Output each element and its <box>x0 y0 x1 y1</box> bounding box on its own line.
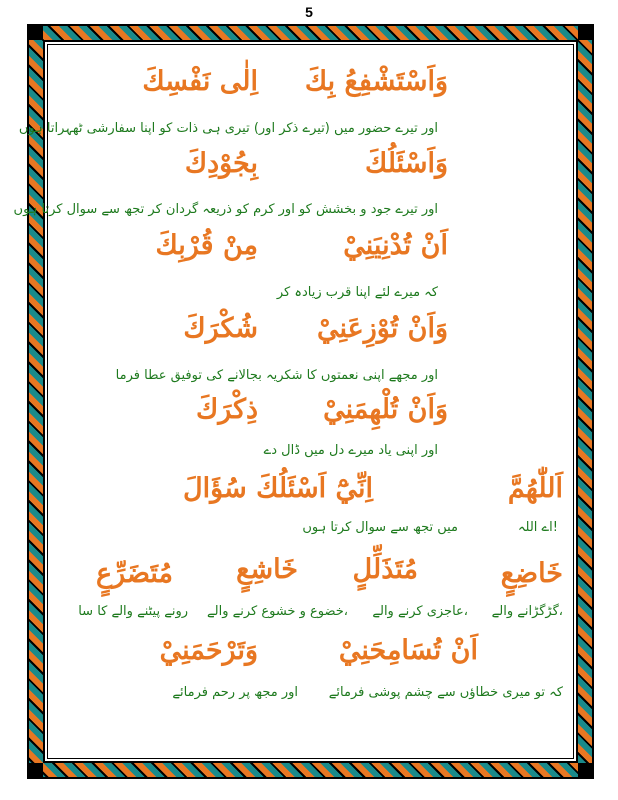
content-frame <box>47 44 574 759</box>
urdu-translation: عاجزی کرنے والے، <box>372 604 468 619</box>
border-corner <box>578 763 592 777</box>
arabic-phrase: اَنْ تُدْنِيَنِيْ <box>343 230 448 261</box>
urdu-translation: رونے پیٹنے والے کا سا <box>78 604 188 619</box>
arabic-phrase: ذِكْرَكَ <box>195 394 258 425</box>
arabic-phrase: بِجُوْدِكَ <box>184 148 258 179</box>
arabic-phrase: اَللّٰهُمَّ <box>507 473 563 504</box>
border-corner <box>578 26 592 40</box>
arabic-phrase: اَنْ تُسَامِحَنِيْ <box>338 635 478 666</box>
urdu-translation: اور تیرے جود و بخشش کو اور کرم کو ذریعہ گردان کر تجھ سے سوال کرتا ہوں <box>13 202 438 217</box>
arabic-phrase: مُتَذَلِّلٍ <box>352 554 418 585</box>
urdu-translation: اے اللہ! <box>517 520 558 535</box>
arabic-phrase: اِنِّيْٓ اَسْئَلُكَ سُؤَالَ <box>183 473 373 504</box>
arabic-phrase: خَاشِعٍ <box>236 554 298 585</box>
arabic-phrase: اِلٰى نَفْسِكَ <box>142 66 258 97</box>
arabic-phrase: خَاضِعٍ <box>500 558 563 589</box>
urdu-translation: اور اپنی یاد میرے دل میں ڈال دے <box>263 443 438 458</box>
page-number: 5 <box>305 4 313 20</box>
urdu-translation: کہ میرے لئے اپنا قرب زیادہ کر <box>276 285 438 300</box>
urdu-translation: اور مجھے اپنی نعمتوں کا شکریہ بجالانے کی توفیق عطا فرما <box>115 368 438 383</box>
arabic-phrase: مِنْ قُرْبِكَ <box>155 230 258 261</box>
urdu-translation: اور مجھ پر رحم فرمائے <box>172 685 298 700</box>
urdu-translation: اور تیرے حضور میں (تیرے ذکر اور) تیری ہی ذات کو اپنا سفارشی ٹھہراتا ہوں <box>18 121 438 136</box>
arabic-phrase: وَاَسْئَلُكَ <box>364 148 448 179</box>
arabic-phrase: شُكْرَكَ <box>183 313 258 344</box>
urdu-translation: کہ تو میری خطاؤں سے چشم پوشی فرمائے <box>328 685 563 700</box>
arabic-phrase: مُتَضَرِّعٍ <box>95 558 173 589</box>
urdu-translation: خضوع و خشوع کرنے والے، <box>207 604 348 619</box>
arabic-phrase: وَاَسْتَشْفِعُ بِكَ <box>304 66 448 97</box>
border-corner <box>29 763 43 777</box>
border-corner <box>29 26 43 40</box>
arabic-phrase: وَتَرْحَمَنِيْ <box>159 635 258 666</box>
arabic-phrase: وَاَنْ تُوْزِعَنِيْ <box>316 313 448 344</box>
arabic-phrase: وَاَنْ تُلْهِمَنِيْ <box>323 394 448 425</box>
urdu-translation: گڑگڑانے والے، <box>491 604 563 619</box>
urdu-translation: میں تجھ سے سوال کرتا ہوں <box>302 520 458 535</box>
